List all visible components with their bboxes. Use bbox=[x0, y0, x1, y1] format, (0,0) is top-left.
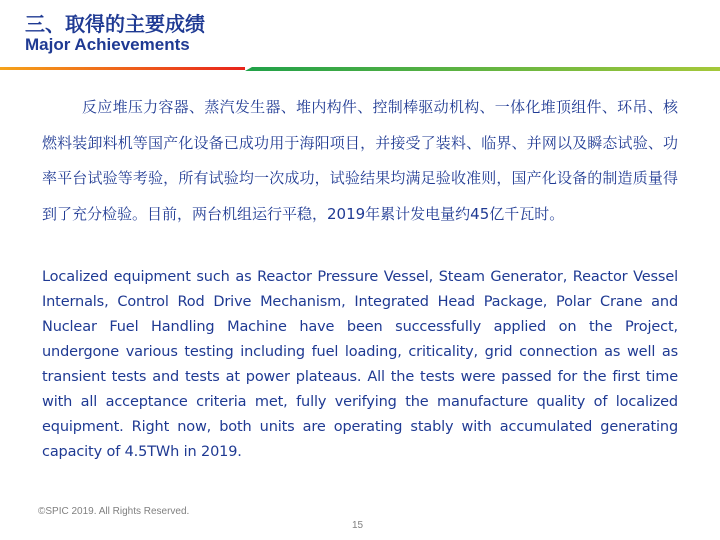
page-number: 15 bbox=[352, 520, 364, 531]
description-english: Localized equipment such as Reactor Pressure Vessel, Steam Generator, Reactor Vessel Internals, Control Rod Drive Mechanism, Integrated Head Package, Polar Crane and Nuclear Fuel Handling Machine have been successfully applied on the Project, undergone various testing including fuel loading, criticality, grid connection as well as transient tests and tests at power plateaus. All the tests were passed for the first time with all acceptance criteria met, fully verifying the manufacture quality of localized equipment. Right now, both units are operating stably with accumulated generating capacity of 4.5TWh in 2019. bbox=[42, 269, 678, 460]
copyright-notice: ©SPIC 2019. All Rights Reserved. bbox=[38, 506, 190, 517]
divider-red-segment bbox=[0, 67, 245, 70]
page-title-chinese: 三、取得的主要成绩 bbox=[25, 12, 205, 36]
divider-green-segment bbox=[238, 67, 720, 71]
header-divider bbox=[0, 64, 720, 74]
description-chinese: 反应堆压力容器、蒸汽发生器、堆内构件、控制棒驱动机构、一体化堆顶组件、环吊、核燃料装卸料机等国产化设备已成功用于海阳项目，并接受了装料、临界、并网以及瞬态试验、功率平台试验等考验，所有试验均一次成功，试验结果均满足验收准则，国产化设备的制造质量得到了充分检验。目前，两台机组运行平稳，2019年累计发电量约45亿千瓦时。 bbox=[42, 98, 678, 223]
page-title-english: Major Achievements bbox=[25, 35, 190, 54]
